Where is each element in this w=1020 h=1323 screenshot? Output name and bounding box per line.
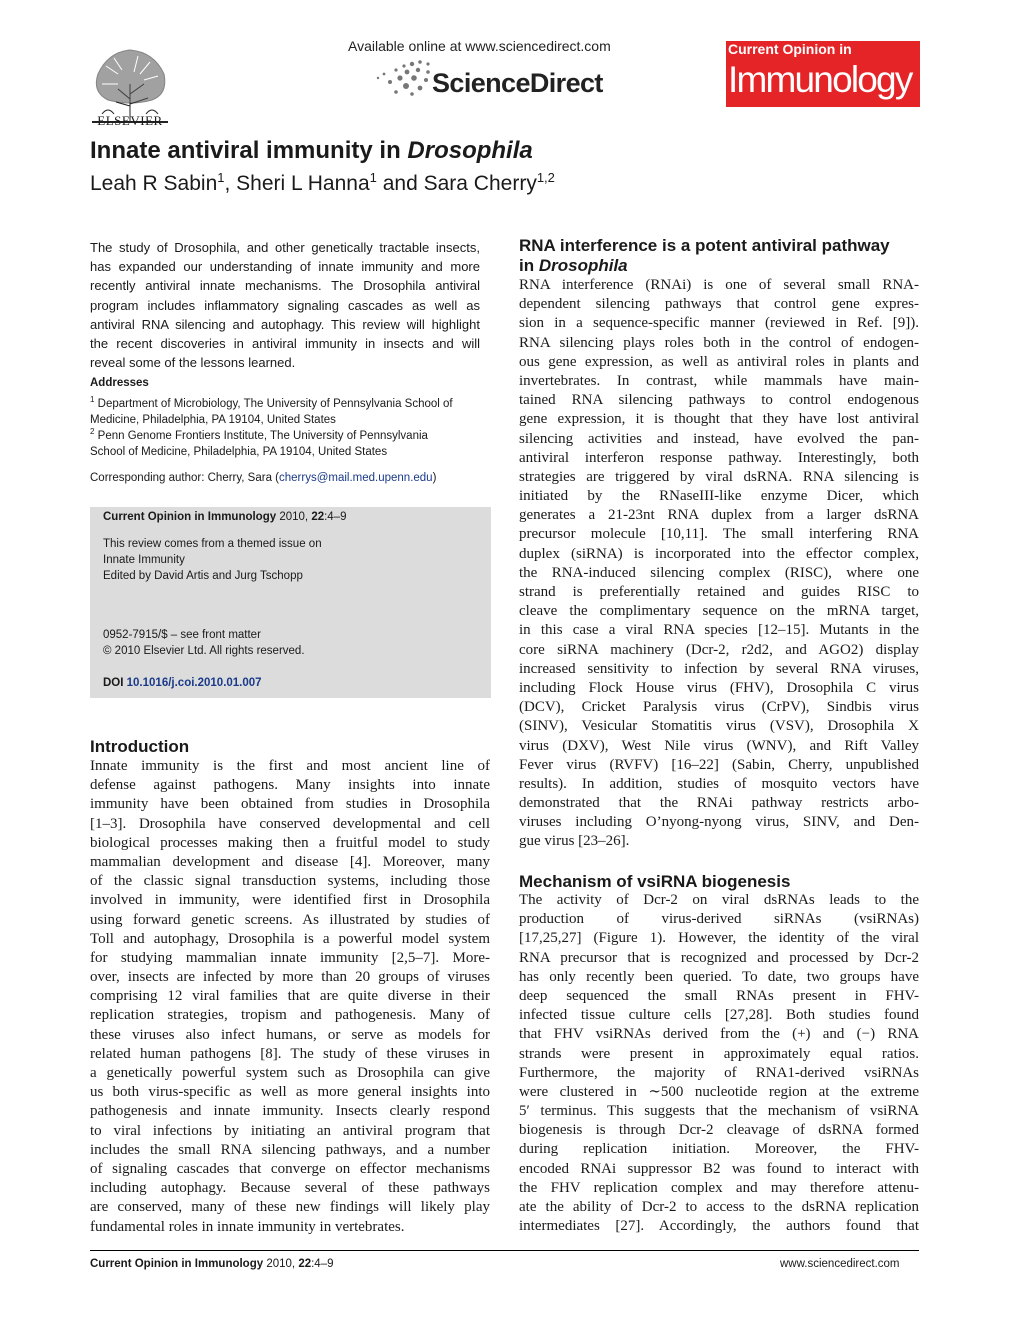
abstract-line: recently antiviral innate mechanisms. The Drosophila antiviral — [90, 278, 480, 294]
body-text-line: virus (DXV), West Nile virus (WNV), and Rift Valley — [519, 737, 919, 754]
address-number: 1 — [90, 395, 95, 404]
address-number: 2 — [90, 427, 95, 436]
body-text-line: cleave the complimentary sequence on the mRNA target, — [519, 603, 919, 620]
footer-divider — [90, 1250, 919, 1251]
author-list — [90, 170, 555, 196]
corresponding-prefix: Corresponding author: Cherry, Sara ( — [90, 472, 279, 484]
address-line: Medicine, Philadelphia, PA 19104, United States — [90, 413, 336, 426]
body-text-line: in this case a viral RNA species [12–15]. Mutants in the — [519, 622, 919, 639]
citation-line — [103, 511, 347, 523]
body-text-line: RNA precursor that is recognized and processed by Dcr-2 — [519, 949, 919, 966]
body-text-line: using forward genetic screens. As illustrated by studies of — [90, 911, 490, 928]
body-text-line: demonstrated that the RNAi pathway restricts arbo- — [519, 795, 919, 812]
abstract-line: program includes inflammatory signaling cascades as well as — [90, 297, 480, 313]
body-text-line: that FHV vsiRNAs derived from the (+) and (−) RNA — [519, 1026, 919, 1043]
section-heading-introduction: Introduction — [90, 737, 190, 756]
body-text-line: of the classic signal transduction systems, including those — [90, 873, 490, 890]
body-text-line: involved in immunity, were identified first in Drosophila — [90, 892, 490, 909]
abstract-line: antiviral RNA silencing and autophagy. This review will highlight — [90, 316, 480, 332]
body-text-line: RNA interference (RNAi) is one of several small RNA- — [519, 277, 919, 293]
body-text-line: strands were present in approximately equal ratios. — [519, 1045, 919, 1062]
citation-pages: :4–9 — [324, 511, 347, 523]
body-text-line: generates a 21-23nt RNA duplex from a larger dsRNA — [519, 507, 919, 524]
author-affiliation: 1 — [369, 170, 377, 185]
body-text-line: infected tissue culture cells [27,28]. Both studies found — [519, 1007, 919, 1024]
sciencedirect-dots-logo — [374, 58, 436, 98]
address-line: Penn Genome Frontiers Institute, The University of Pennsylvania — [97, 429, 428, 442]
body-text-line: us both virus-specific as well as more general insights into — [90, 1084, 490, 1101]
body-text-line: tained RNA silencing pathways to control endogenous — [519, 392, 919, 409]
themed-issue-name: Innate Immunity — [103, 554, 185, 566]
author-name: Leah R Sabin — [90, 172, 218, 195]
author-separator: and — [376, 172, 424, 195]
body-text-line: immunity have been obtained from studies in Drosophila — [90, 796, 490, 813]
body-text-line: biogenesis is through Dcr-2 cleavage of dsRNA formed — [519, 1122, 919, 1139]
body-text-line: (SINV), Vesicular Stomatitis virus (VSV), Drosophila X — [519, 718, 919, 735]
body-text-line: ous gene expression, as well as antiviral roles in plants and — [519, 353, 919, 370]
body-text-line: 5′ terminus. This suggests that the mechanism of vsiRNA — [519, 1103, 919, 1120]
abstract-line: has expanded our understanding of innate immunity and more — [90, 259, 480, 275]
body-text-line: intermediates [27]. Accordingly, the authors found that — [519, 1218, 919, 1235]
themed-issue-text: This review comes from a themed issue on — [103, 538, 322, 550]
address-line: School of Medicine, Philadelphia, PA 19104, United States — [90, 445, 388, 458]
section-heading-mechanism: Mechanism of vsiRNA biogenesis — [519, 872, 791, 891]
citation-volume: 22 — [311, 511, 325, 523]
section-heading-italic: Drosophila — [538, 256, 628, 275]
publisher-name: ELSEVIER — [97, 113, 163, 128]
footer-url: www.sciencedirect.com — [780, 1258, 900, 1270]
footer-volume: 22 — [298, 1258, 312, 1270]
body-text-line: (DCV), Cricket Paralysis virus (CrPV), Sindbis virus — [519, 699, 919, 716]
body-text-line: pathogenesis and innate immunity. Insects clearly respond — [90, 1103, 490, 1120]
body-text-line: includes the small RNA silencing pathways, and a number — [90, 1141, 490, 1158]
footer-pages: :4–9 — [311, 1258, 334, 1270]
available-online-text: Available online at www.sciencedirect.com — [348, 38, 611, 54]
body-text-line: Innate immunity is the first and most ancient line of — [90, 758, 490, 774]
body-text-line: strand is preferentially retained and guides RISC to — [519, 584, 919, 600]
introduction-body — [90, 757, 490, 1237]
journal-logo-line2: Immunology — [728, 59, 912, 100]
section-heading-plain: in — [519, 256, 539, 275]
body-text-line: viruses including O’nyong-nyong virus, SINV, and Den- — [519, 814, 919, 831]
abstract — [90, 238, 480, 372]
body-text-line: strategies are triggered by viral dsRNA. RNA silencing is — [519, 468, 919, 485]
body-text-line: precursor molecule [10,11]. The small interfering RNA — [519, 526, 919, 543]
address-item — [90, 392, 492, 428]
body-text-line: including autophagy. Because several of these pathways — [90, 1180, 490, 1197]
body-text-line: these viruses also infect humans, or serve as models for — [90, 1026, 490, 1043]
body-text-line: during replication initiation. Moreover, the FHV- — [519, 1141, 919, 1158]
body-text-line: invertebrates. In contrast, while mammals have main- — [519, 372, 919, 389]
body-text-line: related human pathogens [8]. The study of these viruses in — [90, 1045, 490, 1062]
body-text-line: sion in a sequence-specific manner (reviewed in Ref. [9]). — [519, 315, 919, 332]
editors-text: Edited by David Artis and Jurg Tschopp — [103, 570, 303, 582]
body-text-line: deep sequenced the small RNAs present in FHV- — [519, 987, 919, 1004]
citation-year: 2010, — [276, 511, 312, 523]
citation-journal: Current Opinion in Immunology — [103, 511, 277, 523]
body-text-line: biological processes making then a fruitful model to study — [90, 834, 490, 851]
body-text-line: are conserved, many of these new findings will likely play — [90, 1199, 490, 1216]
mechanism-body — [519, 891, 919, 1236]
body-text-line: comprising 12 viral families that are quite diverse in their — [90, 988, 490, 1005]
body-text-line: [17,25,27] (Figure 1). However, the identity of the viral — [519, 930, 919, 947]
abstract-line: reveal some of the lessons learned. — [90, 355, 296, 371]
body-text-line: ate the ability of Dcr-2 to access to the dsRNA replication — [519, 1199, 919, 1215]
body-text-line: gue virus [23–26]. — [519, 833, 630, 850]
body-text-line: has only recently been queried. To date, two groups have — [519, 968, 919, 985]
article-title-plain: Innate antiviral immunity in — [90, 137, 408, 164]
body-text-line: over, insects are infected by more than 20 groups of viruses — [90, 969, 490, 986]
abstract-line: the recent discoveries in antiviral immunity in insects and will — [90, 335, 480, 351]
body-text-line: gene expression, it is thought that they have lost antiviral — [519, 411, 919, 428]
doi-line — [103, 677, 262, 689]
corresponding-author — [90, 472, 436, 484]
email-link[interactable]: cherrys@mail.med.upenn.edu — [279, 472, 433, 484]
abstract-line: The study of Drosophila, and other genetically tractable insects, — [90, 240, 480, 255]
rnai-body — [519, 276, 919, 852]
address-line: Department of Microbiology, The University of Pennsylvania School of — [97, 397, 453, 410]
body-text-line: of signaling cascades that converge on effector mechanisms — [90, 1160, 490, 1177]
doi-label: DOI — [103, 677, 127, 689]
sciencedirect-wordmark: ScienceDirect — [432, 68, 603, 98]
body-text-line: duplex (siRNA) is incorporated into the effector complex, — [519, 545, 919, 562]
body-text-line: encoded RNAi suppressor B2 was found to interact with — [519, 1160, 919, 1177]
body-text-line: results). In addition, studies of mosquito vectors have — [519, 775, 919, 792]
doi-link[interactable]: 10.1016/j.coi.2010.01.007 — [126, 677, 262, 689]
body-text-line: antiviral interferon response pathway. Interestingly, both — [519, 449, 919, 466]
body-text-line: defense against pathogens. Many insights into innate — [90, 777, 490, 794]
author-name: Sara Cherry — [423, 172, 537, 195]
body-text-line: production of virus-derived siRNAs (vsiRNAs) — [519, 911, 919, 928]
author-affiliation: 1 — [217, 170, 225, 185]
body-text-line: for studying mammalian innate immunity [2,5–7]. More- — [90, 949, 490, 966]
body-text-line: [1–3]. Drosophila have conserved developmental and cell — [90, 815, 490, 832]
journal-logo-box — [726, 41, 920, 107]
body-text-line: dependent silencing pathways that control gene expres- — [519, 296, 919, 313]
body-text-line: initiated by the RNaseIII-like enzyme Dicer, which — [519, 488, 919, 505]
author-separator: , — [224, 172, 237, 195]
section-heading-line: RNA interference is a potent antiviral pathway — [519, 236, 890, 255]
body-text-line: the FHV replication complex and may therefore attenu- — [519, 1179, 919, 1196]
body-text-line: a genetically powerful system such as Drosophila can give — [90, 1065, 490, 1081]
body-text-line: fundamental roles in innate immunity in vertebrates. — [90, 1218, 405, 1235]
footer-citation — [90, 1258, 334, 1270]
body-text-line: were clustered in ∼500 nucleotide region at the extreme — [519, 1083, 919, 1100]
journal-logo-line1: Current Opinion in — [728, 41, 852, 57]
article-title — [90, 137, 533, 165]
body-text-line: Furthermore, the majority of RNA1-derived vsiRNAs — [519, 1064, 919, 1081]
body-text-line: replication strategies, tropism and pathogenesis. Many of — [90, 1007, 490, 1024]
footer-year: 2010, — [263, 1258, 299, 1270]
issn-text: 0952-7915/$ – see front matter — [103, 629, 261, 641]
section-heading-rnai — [519, 236, 890, 276]
body-text-line: core siRNA machinery (Dcr-2, r2d2, and AGO2) display — [519, 641, 919, 658]
article-title-italic: Drosophila — [407, 137, 533, 164]
author-name: Sheri L Hanna — [236, 172, 370, 195]
body-text-line: Toll and autophagy, Drosophila is a powerful model system — [90, 930, 490, 947]
copyright-text: © 2010 Elsevier Ltd. All rights reserved. — [103, 645, 305, 657]
corresponding-suffix: ) — [432, 472, 437, 484]
body-text-line: the RNA-induced silencing complex (RISC), where one — [519, 564, 919, 581]
body-text-line: increased sensitivity to infection by several RNA viruses, — [519, 660, 919, 677]
body-text-line: Fever virus (RVFV) [16–22] (Sabin, Cherry, unpublished — [519, 756, 919, 773]
article-info-box — [90, 507, 491, 698]
body-text-line: The activity of Dcr-2 on viral dsRNAs leads to the — [519, 892, 919, 908]
body-text-line: to viral infections by initiating an antiviral program that — [90, 1122, 490, 1139]
footer-journal: Current Opinion in Immunology — [90, 1258, 264, 1270]
body-text-line: including Flock House virus (FHV), Drosophila C virus — [519, 679, 919, 696]
address-item — [90, 424, 492, 460]
addresses-heading: Addresses — [90, 377, 149, 389]
body-text-line: silencing activities and instead, have evolved the pan- — [519, 430, 919, 447]
body-text-line: RNA silencing plays roles both in the control of endogen- — [519, 334, 919, 351]
author-affiliation: 1,2 — [536, 170, 555, 185]
body-text-line: mammalian development and disease [4]. Moreover, many — [90, 853, 490, 870]
